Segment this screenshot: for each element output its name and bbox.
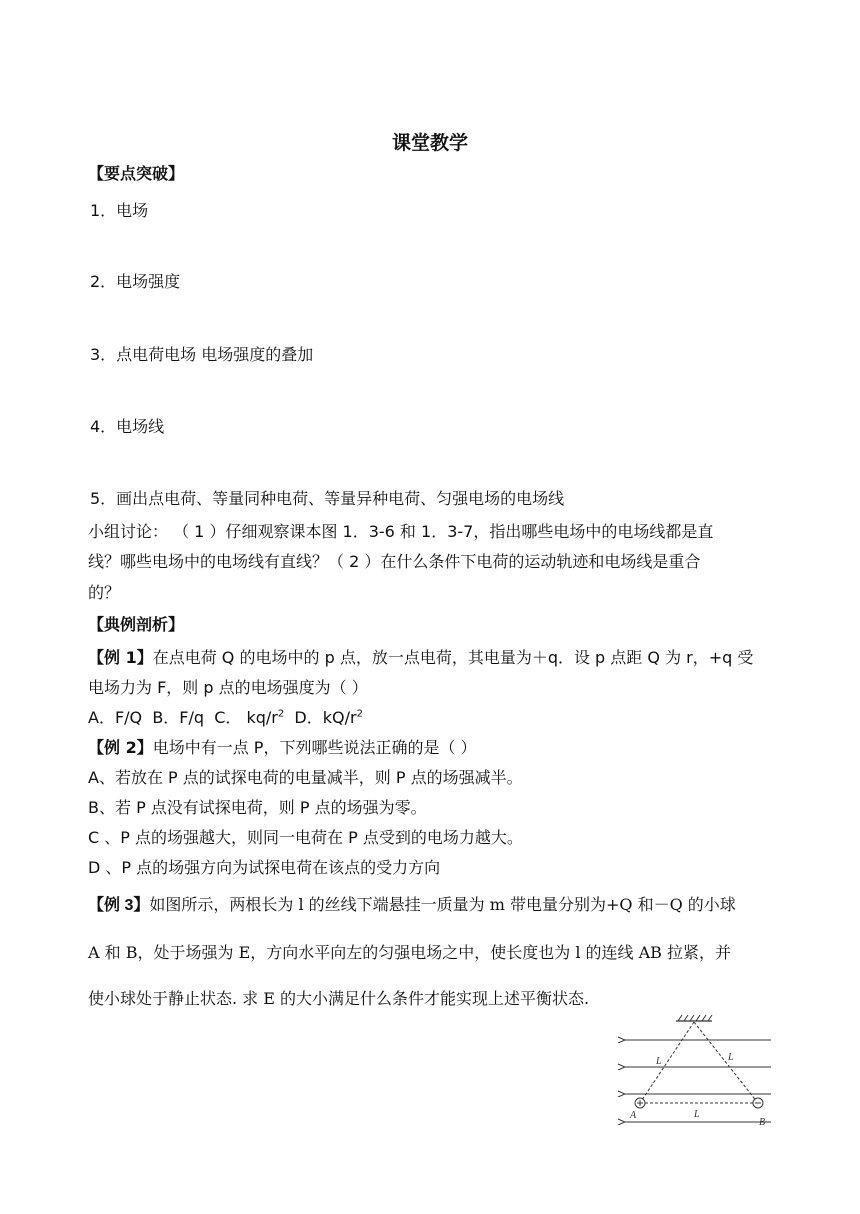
example2-option: C 、P 点的场强越大，则同一电荷在 P 点受到的电场力越大。	[88, 828, 523, 847]
option-c: C． $kq/r^2$	[214, 708, 285, 727]
example2-line	[88, 738, 477, 758]
thread-left	[640, 1022, 694, 1103]
option-a: A．F/Q	[88, 708, 143, 727]
label-b: B	[759, 1117, 766, 1128]
ceiling-hatch	[678, 1015, 712, 1021]
discussion-line: 线？哪些电场中的电场线有直线？（ 2 ）在什么条件下电荷的运动轨迹和电场线是重合	[88, 552, 701, 571]
page-title: 课堂教学	[391, 132, 468, 154]
physics-figure	[616, 1012, 778, 1128]
option-b: B．F/q	[152, 708, 205, 727]
example1-line: 电场力为 F，则 p 点的电场强度为（ ）	[88, 678, 368, 697]
example1-line	[88, 648, 753, 668]
label-l-right: L	[728, 1052, 734, 1063]
example2-tag: 【例 2】	[88, 738, 153, 757]
label-l-left: L	[656, 1056, 662, 1067]
keypoint-item: 4．电场线	[90, 417, 165, 436]
example3-line: A 和 B，处于场强为 E，方向水平向左的匀强电场之中，使长度也为 l 的连线 AB 拉紧，并	[88, 943, 732, 962]
example3-line: 使小球处于静止状态. 求 E 的大小满足什么条件才能实现上述平衡状态.	[88, 989, 590, 1008]
example3-stem: 如图所示，两根长为 l 的丝线下端悬挂一质量为 m 带电量分别为+Q 和－Q 的小球	[149, 895, 736, 914]
keypoint-item: 2．电场强度	[90, 272, 181, 291]
example1-options	[88, 708, 363, 728]
label-a: A	[630, 1110, 637, 1121]
example2-option: A、若放在 P 点的试探电荷的电量减半，则 P 点的场强减半。	[88, 768, 523, 787]
example2-option: B、若 P 点没有试探电荷，则 P 点的场强为零。	[88, 798, 427, 817]
keypoint-item: 1．电场	[90, 201, 149, 220]
example1-stem: 在点电荷 Q 的电场中的 p 点，放一点电荷，其电量为＋q．设 p 点距 Q 为 r，+q 受	[152, 648, 754, 667]
keypoint-item: 3．点电荷电场 电场强度的叠加	[90, 345, 314, 364]
discussion-line: 小组讨论： （ 1 ）仔细观察课本图 1．3-6 和 1．3-7，指出哪些电场中的电场线都是直	[88, 522, 714, 541]
thread-right	[694, 1022, 758, 1103]
section-heading-examples: 【典例剖析】	[88, 615, 185, 634]
example3-line	[88, 892, 736, 915]
example2-stem: 电场中有一点 P，下列哪些说法正确的是（ ）	[152, 738, 477, 757]
keypoint-item: 5．画出点电荷、等量同种电荷、等量异种电荷、匀强电场的电场线	[90, 489, 565, 508]
discussion-line: 的？	[88, 583, 121, 602]
example3-tag: 【例 3】	[88, 897, 150, 914]
option-d: D．$kQ/r^2$	[294, 708, 363, 727]
example2-option: D 、P 点的场强方向为试探电荷在该点的受力方向	[88, 858, 441, 877]
example1-tag: 【例 1】	[88, 648, 153, 667]
section-heading-keypoints: 【要点突破】	[88, 164, 185, 183]
label-l-bottom: L	[694, 1109, 700, 1120]
